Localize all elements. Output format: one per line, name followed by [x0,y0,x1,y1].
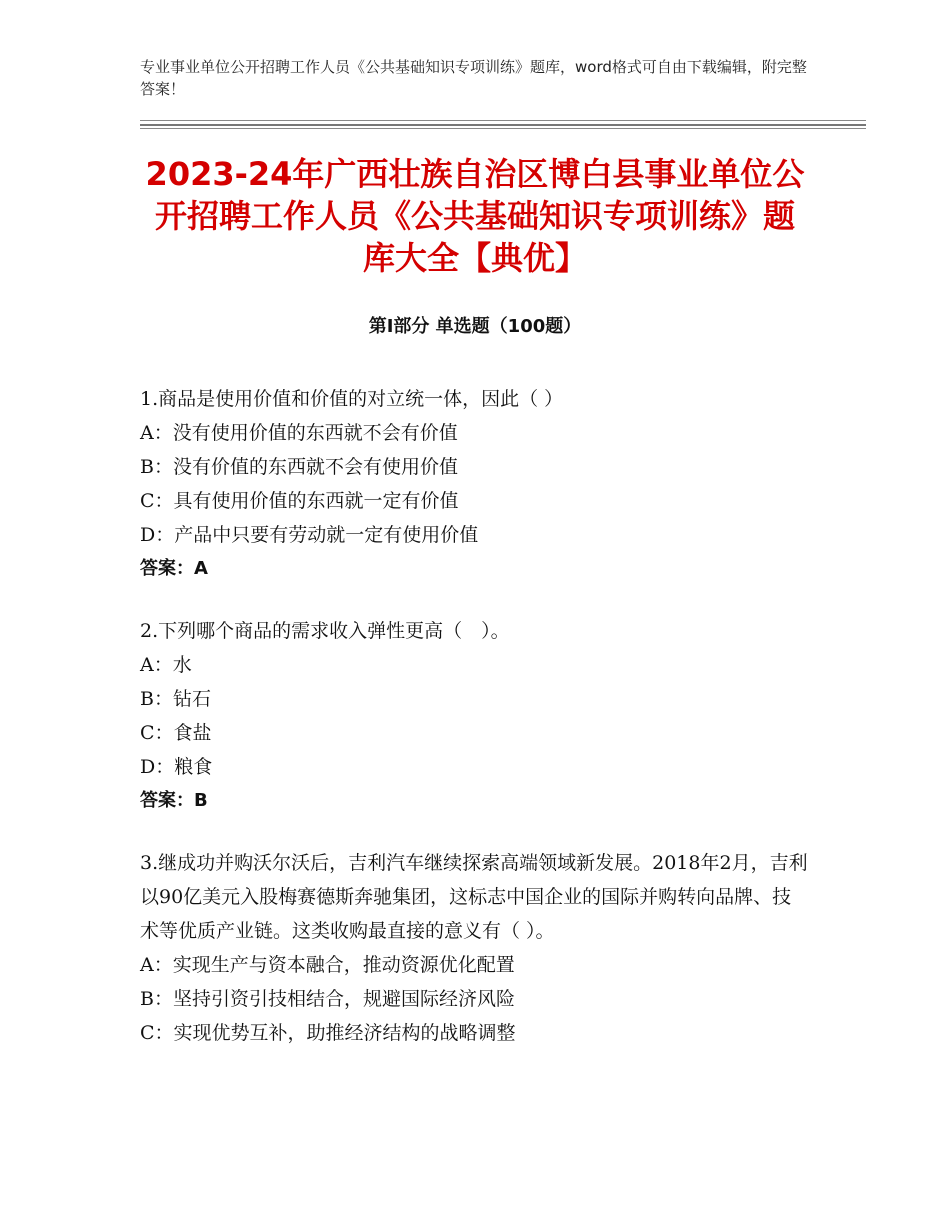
header-divider-line [140,120,866,121]
header-divider-line [140,128,866,129]
header-note: 专业事业单位公开招聘工作人员《公共基础知识专项训练》题库，word格式可自由下载编辑，附完整答案！ [140,58,807,98]
document-title: 2023-24年广西壮族自治区博白县事业单位公开招聘工作人员《公共基础知识专项训练》题库大全【典优】 [145,155,805,277]
question-item [140,846,810,1050]
question-stem: 2.下列哪个商品的需求收入弹性更高（ ）。 [140,620,510,642]
answer-option: A：实现生产与资本融合，推动资源优化配置 [140,954,515,976]
question-list [140,382,810,1078]
answer-option: B：坚持引资引技相结合，规避国际经济风险 [140,988,515,1010]
section-title: 第Ⅰ部分 单选题（100题） [368,316,582,337]
correct-answer: 答案：A [140,558,208,579]
answer-option: B：钻石 [140,688,211,710]
answer-option: B：没有价值的东西就不会有使用价值 [140,456,458,478]
header-divider-line [140,124,866,126]
answer-option: C：食盐 [140,722,212,744]
answer-option: D：粮食 [140,756,213,778]
question-stem: 1.商品是使用价值和价值的对立统一体，因此（ ） [140,388,564,410]
answer-option: C：具有使用价值的东西就一定有价值 [140,490,459,512]
question-item [140,614,810,818]
answer-option: A：没有使用价值的东西就不会有价值 [140,422,458,444]
answer-option: C：实现优势互补，助推经济结构的战略调整 [140,1022,516,1044]
answer-option: A：水 [140,654,192,676]
answer-option: D：产品中只要有劳动就一定有使用价值 [140,524,479,546]
question-stem: 3.继成功并购沃尔沃后，吉利汽车继续探索高端领域新发展。2018年2月，吉利以90亿美元入股梅赛德斯奔驰集团，这标志中国企业的国际并购转向品牌、技术等优质产业链。这类收购最直接的意义有（ ）。 [140,852,808,942]
correct-answer: 答案：B [140,790,208,811]
question-item [140,382,810,586]
